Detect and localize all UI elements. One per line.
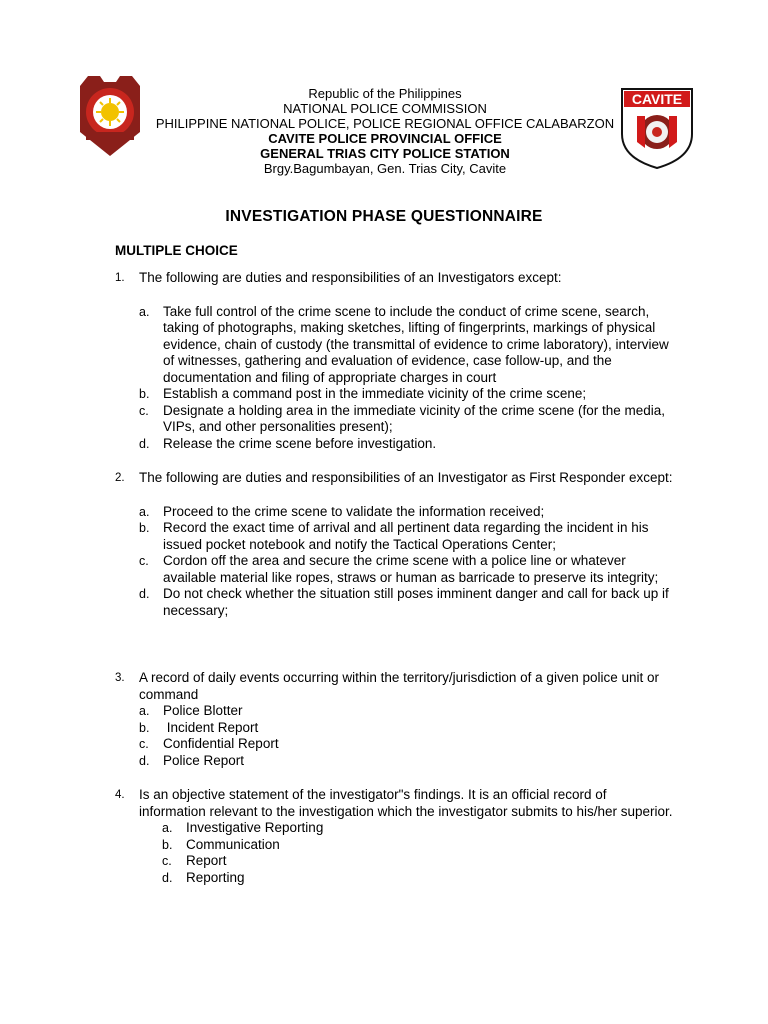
- option-text: Reporting: [186, 869, 245, 885]
- pnp-seal-logo: [74, 72, 146, 158]
- question-number: 2.: [115, 472, 125, 484]
- option-text: Communication: [186, 836, 280, 852]
- letterhead: [150, 86, 620, 176]
- question-stem: The following are duties and responsibilities of an Investigators except:: [139, 270, 562, 285]
- option-item: [139, 386, 675, 403]
- option-letter: d.: [139, 587, 150, 601]
- option-text: Cordon off the area and secure the crime scene with a police line or whatever available material like ropes, straws or human as barricade to preserve its integrity;: [163, 553, 659, 585]
- option-text: Take full control of the crime scene to include the conduct of crime scene, search, taking of photographs, making sketches, lifting of fingerprints, markings of physical evidence, chain of custody (the transmittal of evidence to crime laboratory), interview of witnesses, gathering and evaluation of evidence, case follow-up, and the documentation and filing of appropriate charges in court: [163, 303, 669, 385]
- option-item: [139, 304, 675, 387]
- question-stem: The following are duties and responsibilities of an Investigator as First Responder except:: [139, 470, 673, 485]
- question-number: 4.: [115, 789, 125, 801]
- option-item: [139, 703, 675, 720]
- option-item: [139, 504, 675, 521]
- option-letter: a.: [139, 704, 150, 718]
- option-item: [162, 837, 675, 854]
- document-title: INVESTIGATION PHASE QUESTIONNAIRE: [225, 208, 543, 225]
- question-1: [115, 270, 675, 452]
- option-letter: c.: [139, 554, 149, 568]
- option-text: Report: [186, 853, 227, 868]
- header-napolcom: NATIONAL POLICE COMMISSION: [283, 101, 487, 116]
- cavite-logo-text: CAVITE: [631, 91, 683, 107]
- option-letter: c.: [162, 854, 172, 868]
- header-police-station: GENERAL TRIAS CITY POLICE STATION: [260, 146, 510, 161]
- option-text: Record the exact time of arrival and all pertinent data regarding the incident in his issued pocket notebook and notify the Tactical Operations Center;: [163, 520, 649, 552]
- option-text: Police Blotter: [163, 703, 243, 718]
- question-number: 3.: [115, 672, 125, 684]
- option-letter: a.: [162, 821, 173, 835]
- option-letter: b.: [162, 837, 173, 852]
- option-letter: a.: [139, 504, 150, 519]
- option-letter: d.: [139, 436, 150, 451]
- option-text: Release the crime scene before investigation.: [163, 435, 437, 451]
- question-4: [115, 787, 675, 886]
- option-letter: b.: [139, 720, 150, 735]
- header-address: Brgy.Bagumbayan, Gen. Trias City, Cavite: [263, 161, 507, 176]
- option-item: [162, 853, 675, 870]
- option-letter: b.: [139, 521, 150, 535]
- option-letter: d.: [139, 753, 150, 768]
- option-text: Incident Report: [163, 719, 259, 735]
- option-item: [139, 403, 675, 436]
- option-letter: b.: [139, 387, 150, 401]
- option-text: Do not check whether the situation still poses imminent danger and call for back up if necessary;: [163, 586, 669, 618]
- option-item: [162, 820, 675, 837]
- option-letter: d.: [162, 870, 173, 885]
- option-text: Investigative Reporting: [186, 820, 324, 835]
- option-letter: c.: [139, 403, 149, 418]
- option-item: [139, 753, 675, 770]
- header-provincial-office: CAVITE POLICE PROVINCIAL OFFICE: [268, 131, 502, 146]
- option-item: [139, 736, 675, 753]
- section-heading: MULTIPLE CHOICE: [115, 243, 238, 258]
- option-item: [139, 520, 675, 553]
- option-text: Confidential Report: [163, 736, 279, 751]
- option-text: Designate a holding area in the immediate vicinity of the crime scene (for the media, VIPs, and other personalities present);: [163, 402, 666, 434]
- option-item: [139, 436, 675, 453]
- option-text: Proceed to the crime scene to validate the information received;: [163, 503, 545, 519]
- question-stem: A record of daily events occurring within the territory/jurisdiction of a given police unit or command: [139, 670, 660, 702]
- option-text: Police Report: [163, 752, 245, 768]
- option-text: Establish a command post in the immediate vicinity of the crime scene;: [163, 386, 587, 401]
- option-item: [139, 720, 675, 737]
- question-2: [115, 470, 675, 619]
- header-republic: Republic of the Philippines: [308, 86, 462, 101]
- option-letter: c.: [139, 737, 149, 751]
- option-item: [162, 870, 675, 887]
- header-pnp-region: PHILIPPINE NATIONAL POLICE, POLICE REGIONAL OFFICE CALABARZON: [155, 116, 615, 131]
- question-number: 1.: [115, 272, 125, 284]
- question-stem: Is an objective statement of the investigator"s findings. It is an official record of information relevant to the investigation which the investigator submits to his/her superior.: [139, 787, 673, 819]
- question-3: [115, 670, 675, 769]
- option-item: [139, 586, 675, 619]
- option-letter: a.: [139, 304, 150, 319]
- option-item: [139, 553, 675, 586]
- cavite-ppo-shield-logo: [619, 86, 695, 170]
